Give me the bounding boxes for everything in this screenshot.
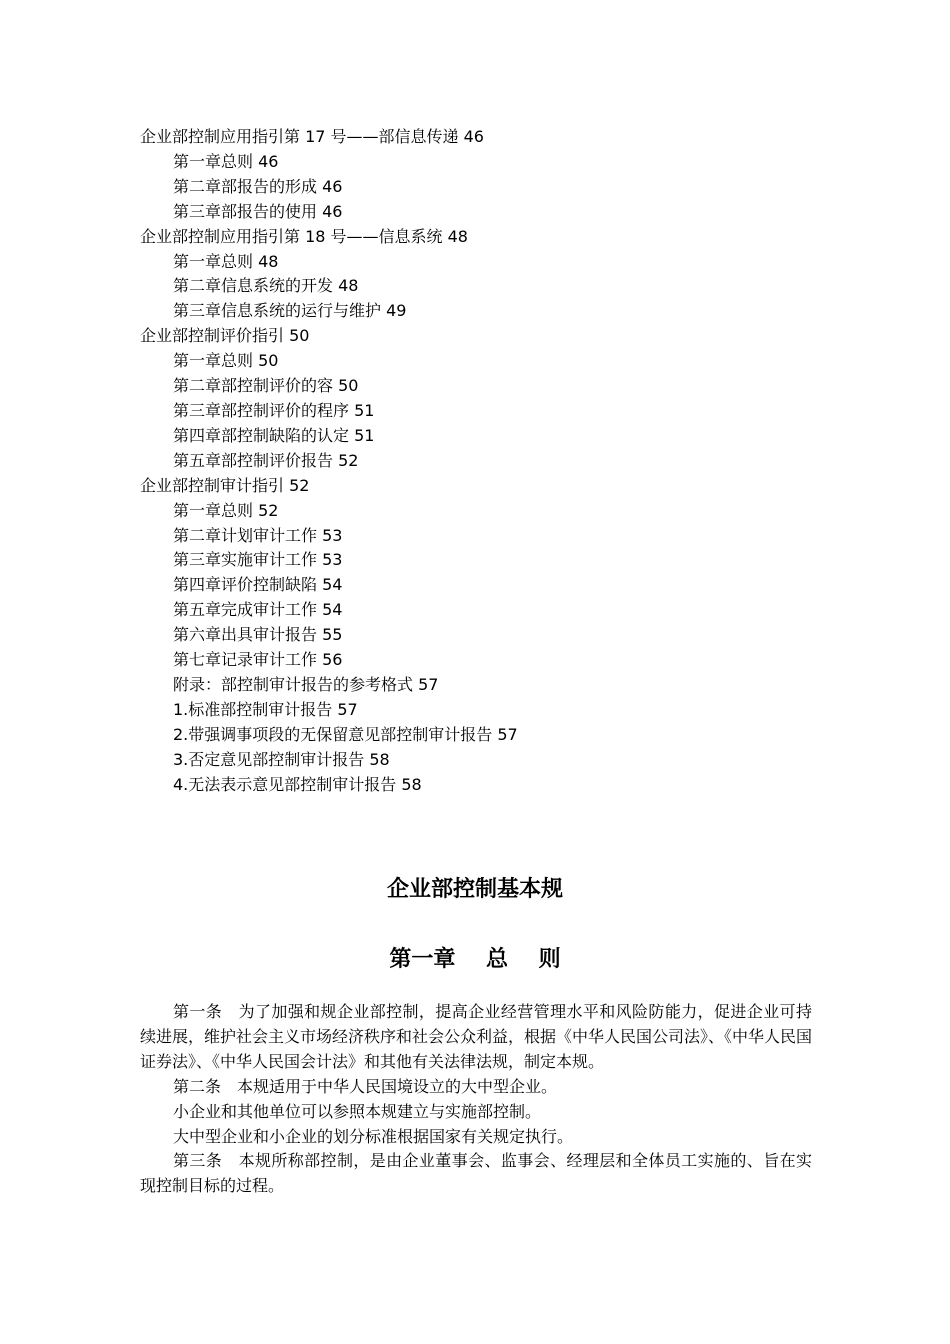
- toc-entry: 3.否定意见部控制审计报告 58: [173, 749, 390, 769]
- toc-entry: 第四章评价控制缺陷 54: [173, 575, 343, 595]
- toc-entry: 第七章记录审计工作 56: [173, 650, 343, 670]
- toc-entry: 第四章部控制缺陷的认定 51: [173, 425, 375, 445]
- toc-entry: 第二章部控制评价的容 50: [173, 376, 359, 396]
- toc-entry: 第五章完成审计工作 54: [173, 600, 343, 620]
- toc-entry: 企业部控制审计指引 52: [140, 475, 310, 495]
- article-paragraph: 小企业和其他单位可以参照本规建立与实施部控制。: [173, 1101, 542, 1121]
- toc-entry: 第三章部报告的使用 46: [173, 201, 343, 221]
- toc-entry: 企业部控制应用指引第 17 号——部信息传递 46: [140, 127, 484, 146]
- toc-entry: 第三章信息系统的运行与维护 49: [173, 301, 407, 321]
- toc-entry: 附录：部控制审计报告的参考格式 57: [173, 674, 439, 694]
- document-body: [140, 1000, 812, 1199]
- article-paragraph: 第一条 为了加强和规企业部控制，提高企业经营管理水平和风险防能力，促进企业可持续进展，维护社会主义市场经济秩序和社会公众利益，根据《中华人民国公司法》、《中华人民国证券法》、《中华人民国会计法》和其他有关法律法规，制定本规。: [140, 1002, 813, 1071]
- toc-entry: 第二章计划审计工作 53: [173, 525, 343, 545]
- toc-entry: 4.无法表示意见部控制审计报告 58: [173, 774, 422, 794]
- toc-entry: 第一章总则 50: [173, 351, 279, 371]
- toc-entry: 第三章部控制评价的程序 51: [173, 400, 375, 420]
- chapter-heading: 第一章 总 则: [389, 947, 561, 972]
- toc-entry: 第二章部报告的形成 46: [173, 176, 343, 196]
- article-paragraph: 第二条 本规适用于中华人民国境设立的大中型企业。: [173, 1076, 558, 1096]
- toc-entry: 第一章总则 52: [173, 500, 279, 520]
- toc-entry: 企业部控制应用指引第 18 号——信息系统 48: [140, 226, 468, 246]
- toc-entry: 第六章出具审计报告 55: [173, 625, 343, 645]
- toc-entry: 2.带强调事项段的无保留意见部控制审计报告 57: [173, 724, 518, 744]
- article-paragraph: 第三条 本规所称部控制，是由企业董事会、监事会、经理层和全体员工实施的、旨在实现控制目标的过程。: [140, 1151, 812, 1196]
- table-of-contents: [140, 125, 820, 797]
- toc-entry: 1.标准部控制审计报告 57: [173, 699, 358, 719]
- article-paragraph: 大中型企业和小企业的划分标准根据国家有关规定执行。: [173, 1126, 574, 1146]
- toc-entry: 企业部控制评价指引 50: [140, 326, 310, 346]
- toc-entry: 第三章实施审计工作 53: [173, 550, 343, 570]
- toc-entry: 第二章信息系统的开发 48: [173, 276, 359, 296]
- document-title: 企业部控制基本规: [386, 877, 563, 902]
- toc-entry: 第五章部控制评价报告 52: [173, 450, 359, 470]
- toc-entry: 第一章总则 46: [173, 151, 279, 171]
- toc-entry: 第一章总则 48: [173, 251, 279, 271]
